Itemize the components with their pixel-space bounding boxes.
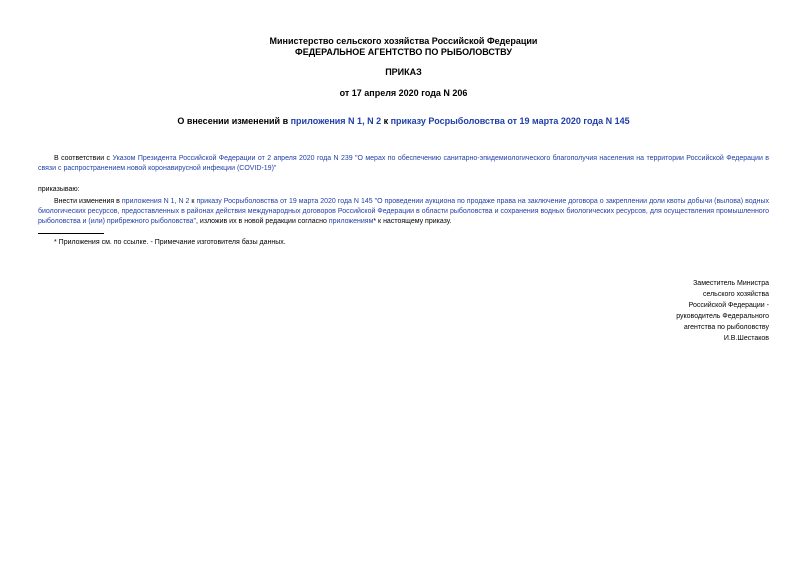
- ministry-name: Министерство сельского хозяйства Российской Федерации: [269, 36, 538, 46]
- order-title: ПРИКАЗ: [385, 67, 422, 77]
- subject-mid: к: [381, 116, 391, 126]
- order-subject: [0, 116, 807, 126]
- link-presidential-decree[interactable]: Указом Президента Российской Федерации от 2 апреля 2020 года N 239 "О мерах по обеспечению санитарно-эпидемиологического благополучия населения на территории Российской Федерации в связи с распространением новой коронавирусной инфекции (COVID-19)": [38, 155, 769, 172]
- paragraph-changes-mid2: , изложив их в новой редакции согласно: [196, 218, 329, 225]
- agency-name: ФЕДЕРАЛЬНОЕ АГЕНТСТВО ПО РЫБОЛОВСТВУ: [295, 47, 512, 57]
- link-appendices[interactable]: приложения N 1, N 2: [121, 198, 190, 205]
- paragraph-basis-prefix: В соответствии с: [54, 155, 113, 162]
- order-date: от 17 апреля 2020 года N 206: [339, 88, 468, 98]
- paragraph-basis: [38, 154, 769, 174]
- link-appendix-new[interactable]: приложениям: [328, 218, 374, 225]
- link-order-145-full[interactable]: приказу Росрыболовства от 19 марта 2020 года N 145 "О проведении аукциона по продаже права на заключение договора о закреплении доли квоты добычи (вылова) водных биологических ресурсов, предоставленных в районах действия международных договоров Российской Федерации в области рыболовства и сохранения водных биологических ресурсов, для осуществления промышленного рыболовства и (или) прибрежного рыболовства": [38, 198, 769, 225]
- signatory-name: И.В.Шестаков: [723, 335, 769, 342]
- signature-line: сельского хозяйства: [702, 291, 769, 298]
- document-header: [0, 36, 807, 58]
- signature-line: руководитель Федерального: [676, 313, 769, 320]
- orders-word: приказываю:: [38, 186, 80, 193]
- paragraph-changes-suffix: * к настоящему приказу.: [373, 218, 452, 225]
- paragraph-changes-mid1: к: [189, 198, 197, 205]
- footnote-divider: [38, 233, 104, 234]
- subject-link-appendices[interactable]: приложения N 1, N 2: [290, 116, 382, 126]
- signature-line: Заместитель Министра: [693, 280, 769, 287]
- signature-line: Российской Федерации -: [688, 302, 769, 309]
- footnote-text: * Приложения см. по ссылке. - Примечание изготовителя базы данных.: [54, 239, 286, 246]
- paragraph-changes: [38, 197, 769, 227]
- signature-line: агентства по рыболовству: [683, 324, 769, 331]
- paragraph-changes-prefix: Внести изменения в: [54, 198, 122, 205]
- signature-block: [676, 278, 769, 344]
- subject-link-order-145[interactable]: приказу Росрыболовства от 19 марта 2020 года N 145: [390, 116, 630, 126]
- subject-prefix: О внесении изменений в: [177, 116, 291, 126]
